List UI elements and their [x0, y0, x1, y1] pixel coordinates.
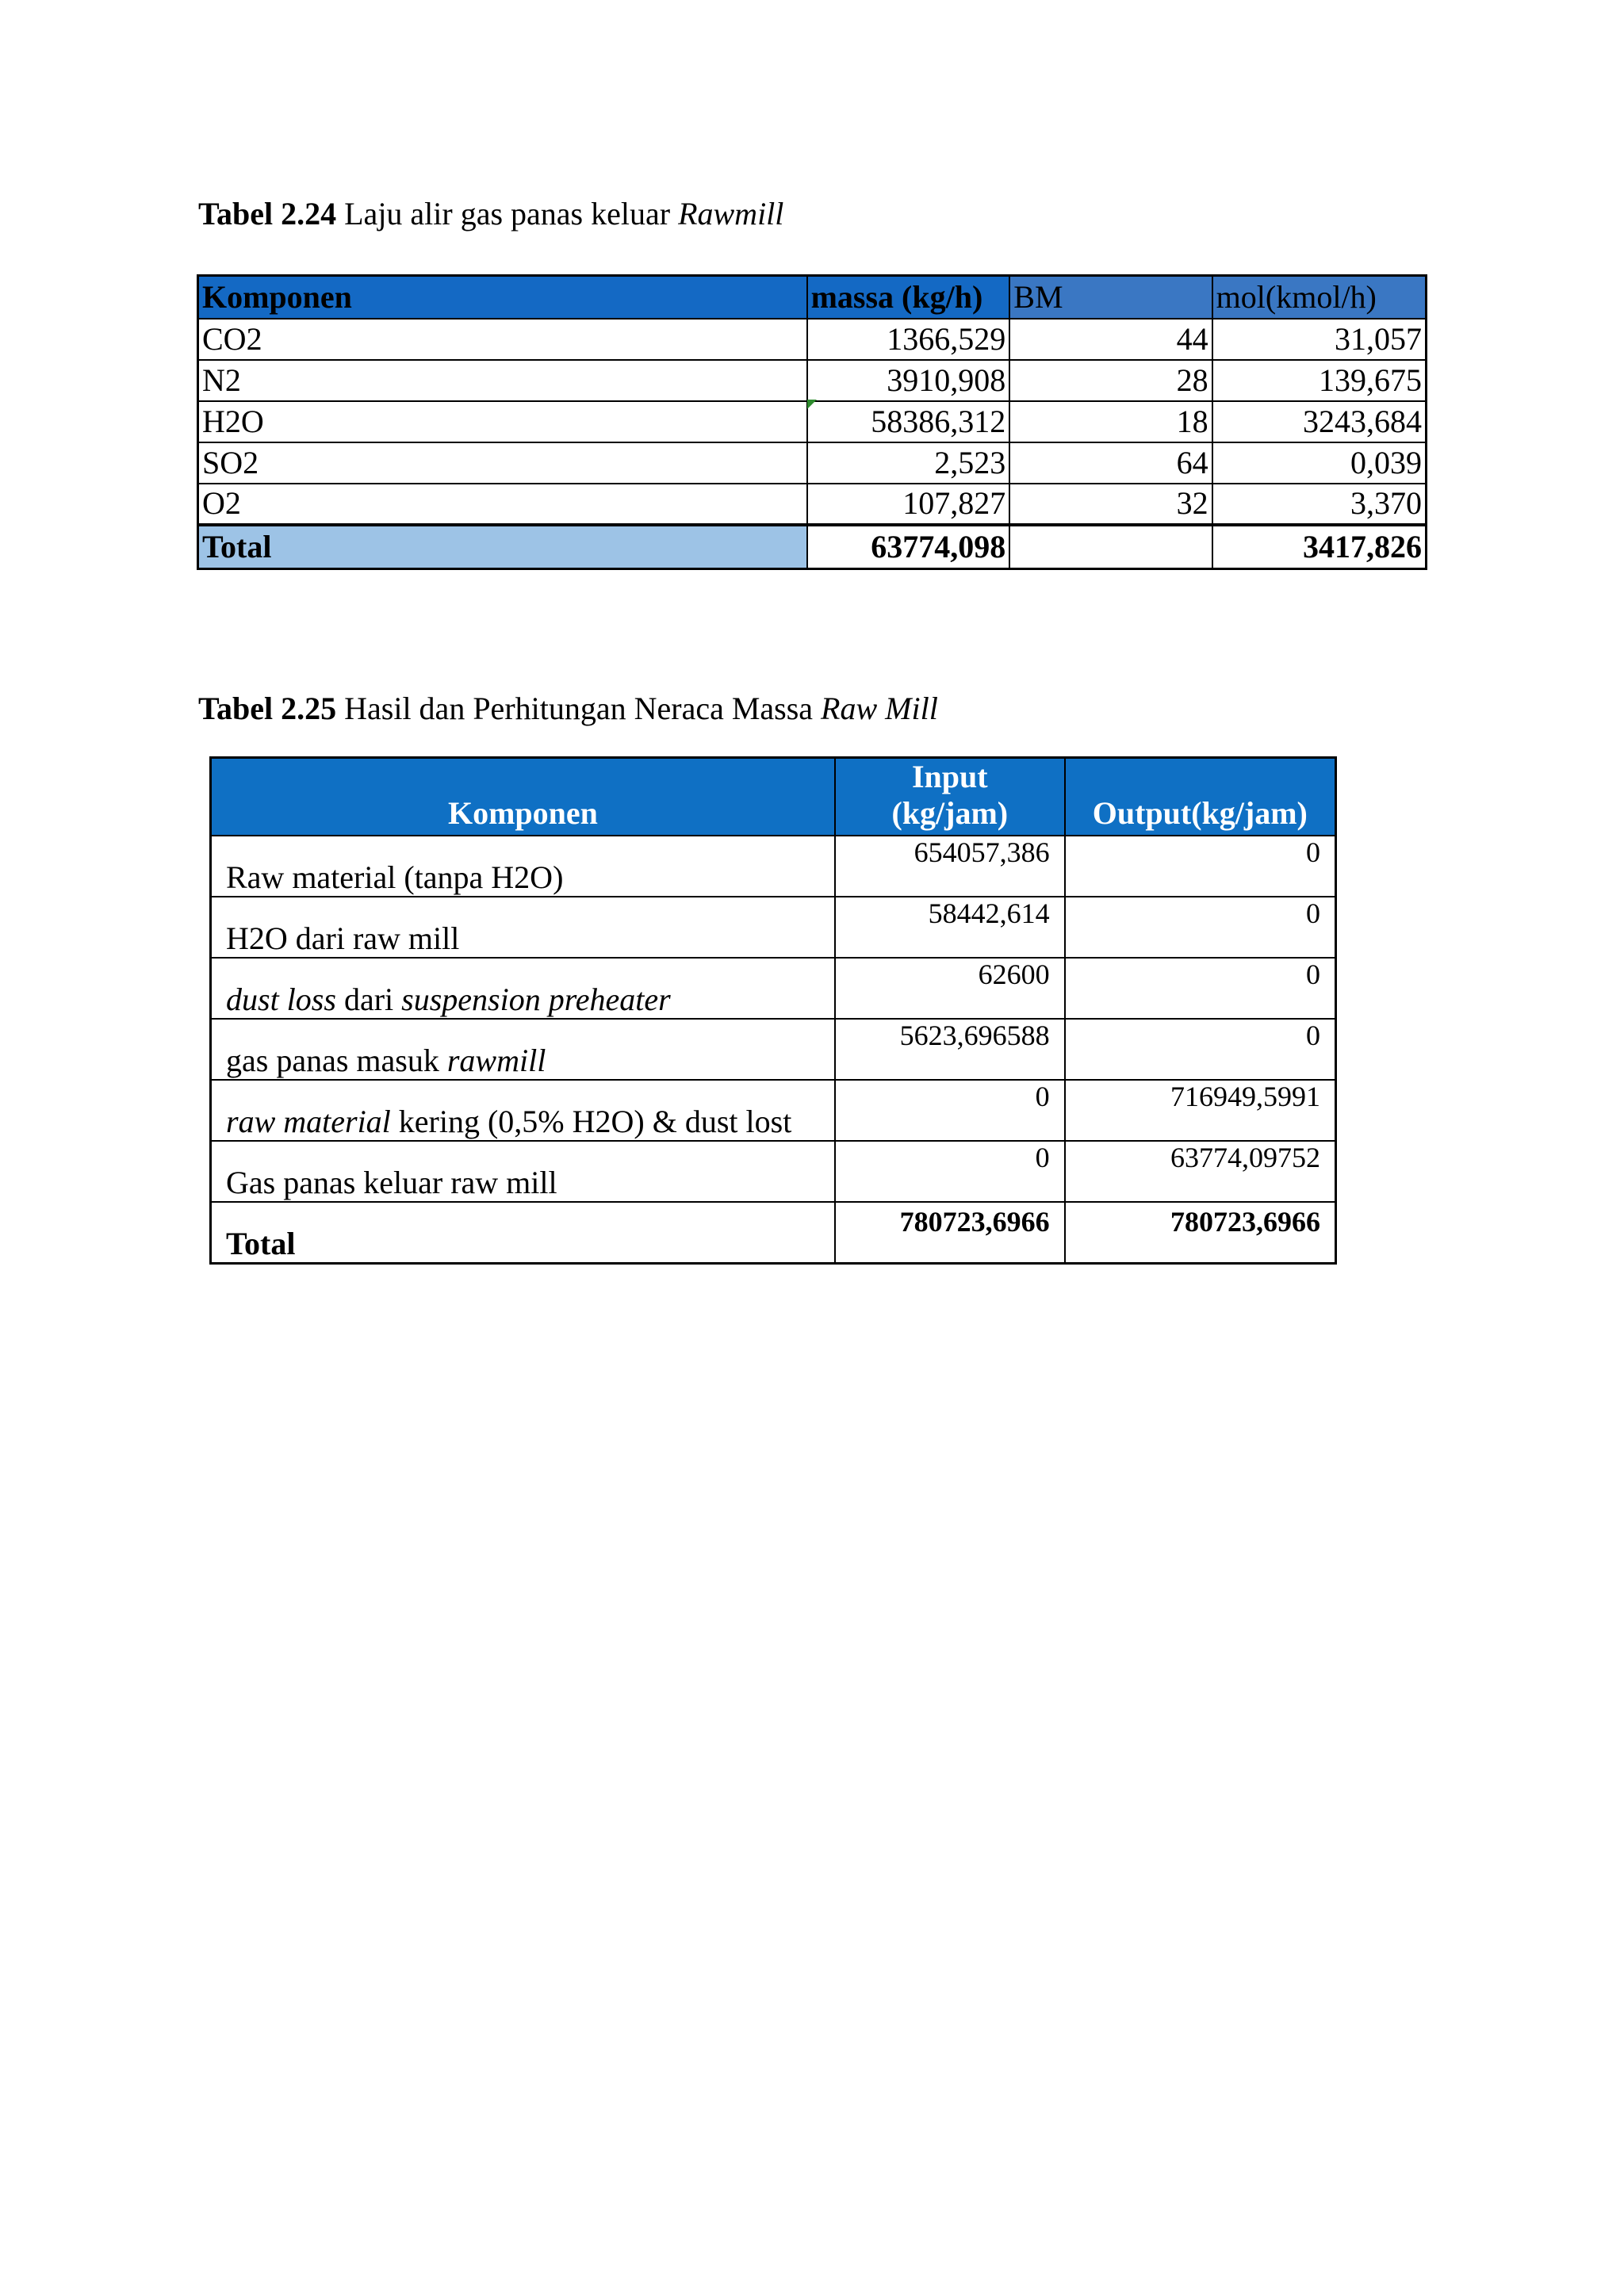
cell-input: 0 [835, 1080, 1065, 1141]
header-input-line1: Input [911, 759, 988, 794]
caption-text: Laju alir gas panas keluar [344, 196, 679, 232]
cell-input: 0 [835, 1141, 1065, 1202]
komponen-italic: raw material [226, 1104, 391, 1139]
table-2-25-caption [198, 690, 938, 728]
cell-massa: 3910,908 [807, 360, 1010, 401]
cell-komponen: O2 [198, 484, 807, 525]
cell-massa: 58386,312 [807, 401, 1010, 442]
cell-komponen [211, 897, 835, 958]
caption-italic: Raw Mill [821, 691, 938, 726]
cell-bm: 32 [1009, 484, 1212, 525]
cell-output: 716949,5991 [1065, 1080, 1336, 1141]
header-mol: mol(kmol/h) [1212, 276, 1427, 319]
table-row [211, 897, 1336, 958]
header-input [835, 758, 1065, 836]
cell-komponen [211, 958, 835, 1019]
cell-komponen [211, 1080, 835, 1141]
cell-output: 63774,09752 [1065, 1141, 1336, 1202]
total-output: 780723,6966 [1065, 1202, 1336, 1263]
cell-output: 0 [1065, 1019, 1336, 1080]
cell-input: 654057,386 [835, 836, 1065, 897]
cell-massa: 1366,529 [807, 319, 1010, 360]
cell-comment-marker [807, 400, 817, 409]
komponen-text: H2O dari raw mill [226, 920, 460, 956]
table-row [198, 484, 1427, 525]
caption-italic: Rawmill [678, 196, 784, 232]
cell-input: 5623,696588 [835, 1019, 1065, 1080]
komponen-text: dari [335, 982, 402, 1017]
cell-output: 0 [1065, 958, 1336, 1019]
table-2-25 [209, 756, 1337, 1265]
total-label: Total [198, 525, 807, 569]
cell-bm: 18 [1009, 401, 1212, 442]
cell-komponen: H2O [198, 401, 807, 442]
table-header-row [211, 758, 1336, 836]
table-2-24-caption [198, 195, 783, 233]
cell-output: 0 [1065, 897, 1336, 958]
table-total-row [198, 525, 1427, 569]
total-label: Total [211, 1202, 835, 1263]
header-bm: BM [1009, 276, 1212, 319]
cell-mol: 3243,684 [1212, 401, 1427, 442]
table-row [211, 1019, 1336, 1080]
caption-label: Tabel 2.24 [198, 196, 337, 232]
table-row [211, 1080, 1336, 1141]
total-input: 780723,6966 [835, 1202, 1065, 1263]
cell-massa: 2,523 [807, 442, 1010, 484]
caption-text: Hasil dan Perhitungan Neraca Massa [344, 691, 822, 726]
table-row [198, 360, 1427, 401]
caption-label: Tabel 2.25 [198, 691, 337, 726]
table-row [211, 836, 1336, 897]
cell-input: 58442,614 [835, 897, 1065, 958]
komponen-text: gas panas masuk [226, 1043, 447, 1078]
table-row [211, 1141, 1336, 1202]
header-output: Output(kg/jam) [1065, 758, 1336, 836]
table-header-row [198, 276, 1427, 319]
table-row [198, 319, 1427, 360]
cell-komponen: N2 [198, 360, 807, 401]
table-row [198, 442, 1427, 484]
cell-komponen [211, 1141, 835, 1202]
cell-mol: 0,039 [1212, 442, 1427, 484]
komponen-italic: dust loss [226, 982, 336, 1017]
cell-komponen: CO2 [198, 319, 807, 360]
cell-komponen [211, 1019, 835, 1080]
komponen-italic: suspension preheater [401, 982, 671, 1017]
komponen-text: kering (0,5% H2O) & dust lost [390, 1104, 792, 1139]
cell-bm: 64 [1009, 442, 1212, 484]
table-row [211, 958, 1336, 1019]
komponen-italic: rawmill [446, 1043, 546, 1078]
header-massa: massa (kg/h) [807, 276, 1010, 319]
total-massa: 63774,098 [807, 525, 1010, 569]
total-mol: 3417,826 [1212, 525, 1427, 569]
header-komponen: Komponen [198, 276, 807, 319]
cell-mol: 3,370 [1212, 484, 1427, 525]
cell-output: 0 [1065, 836, 1336, 897]
cell-mol: 31,057 [1212, 319, 1427, 360]
komponen-text: Raw material (tanpa H2O) [226, 859, 564, 895]
header-komponen: Komponen [211, 758, 835, 836]
table-total-row [211, 1202, 1336, 1263]
cell-massa: 107,827 [807, 484, 1010, 525]
cell-komponen [211, 836, 835, 897]
header-input-line2: (kg/jam) [891, 795, 1009, 831]
table-2-24 [197, 274, 1427, 570]
total-bm [1009, 525, 1212, 569]
komponen-text: Gas panas keluar raw mill [226, 1165, 557, 1200]
cell-bm: 44 [1009, 319, 1212, 360]
cell-komponen: SO2 [198, 442, 807, 484]
cell-input: 62600 [835, 958, 1065, 1019]
cell-mol: 139,675 [1212, 360, 1427, 401]
cell-bm: 28 [1009, 360, 1212, 401]
